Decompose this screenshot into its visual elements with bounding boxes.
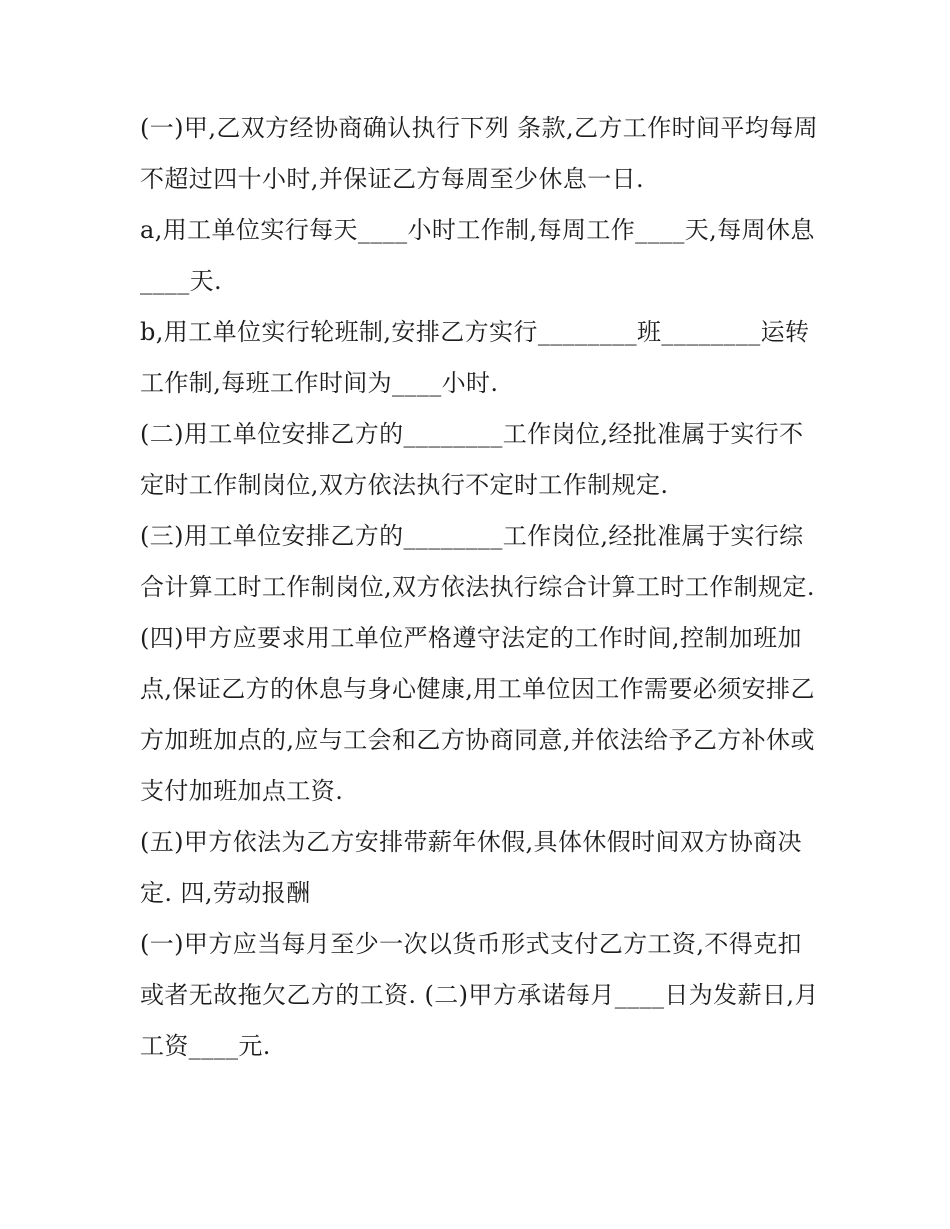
clause-paragraph-flexible-hours: (二)用工单位安排乙方的________工作岗位,经批准属于实行不定时工作制岗位,双方依法执行不定时工作制规定.	[140, 420, 804, 499]
clause-paragraph-comprehensive-hours: (三)用工单位安排乙方的________工作岗位,经批准属于实行综合计算工时工作制岗位,双方依法执行综合计算工时工作制规定.	[140, 522, 815, 601]
clause-paragraph-shift-schedule: b,用工单位实行轮班制,安排乙方实行________班________运转工作制,每班工作时间为____小时.	[140, 318, 810, 397]
clause-paragraph-daily-schedule: a,用工单位实行每天____小时工作制,每周工作____天,每周休息____天.	[140, 216, 815, 295]
clause-paragraph-wages: (一)甲方应当每月至少一次以货币形式支付乙方工资,不得克扣或者无故拖欠乙方的工资. (二)甲方承诺每月____日为发薪日,月工资____元.	[140, 930, 819, 1060]
clause-paragraph-overtime: (四)甲方应要求用工单位严格遵守法定的工作时间,控制加班加点,保证乙方的休息与身心健康,用工单位因工作需要必须安排乙方加班加点的,应与工会和乙方协商同意,并依法给予乙方补休或支付加班加点工资.	[140, 624, 815, 805]
clause-paragraph-annual-leave: (五)甲方依法为乙方安排带薪年休假,具体休假时间双方协商决定. 四,劳动报酬	[140, 828, 802, 907]
document-body	[140, 103, 820, 1072]
clause-paragraph-work-hours: (一)甲,乙双方经协商确认执行下列 条款,乙方工作时间平均每周不超过四十小时,并保证乙方每周至少休息一日.	[140, 114, 819, 193]
